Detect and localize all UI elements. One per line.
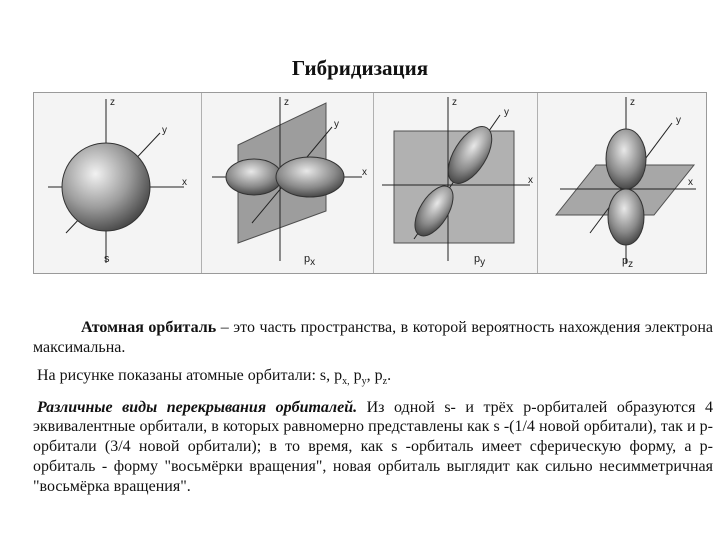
z-axis-label: z: [110, 97, 115, 108]
py-orbital-diagram: [374, 93, 538, 273]
y-axis-label: y: [162, 125, 167, 136]
page-title: Гибридизация: [291, 56, 429, 80]
px-orbital-diagram: [202, 93, 374, 273]
hybridization-text: Из одной s- и трёх p-орбиталей образуются 4 эквивалентные орбитали, в которых равномерно представлены как s -(1/4 новой орбитали), так и p-орбитали (3/4 новой орбитали); в то время, как s -орбиталь имеет сферическую форму, а p-орбиталь - форму "восьмёрки вращения", новая орбиталь выглядит как сильно несимметричная "восьмёрка вращения".: [33, 398, 713, 495]
xz-plane: [394, 131, 514, 243]
term-atomic-orbital: Атомная орбиталь: [81, 319, 217, 336]
px-orbital-label: $p_x$: [304, 253, 316, 269]
caption-sep-1: p: [349, 366, 362, 384]
s-orbital-label: s: [104, 253, 110, 265]
x-axis-label: x: [362, 167, 367, 178]
pz-lobe-bottom: [608, 189, 644, 245]
definition-paragraph: [33, 318, 713, 358]
caption-sep-2: , p: [366, 366, 383, 384]
px-lobe-left: [226, 159, 282, 195]
py-orbital-label: $p_y$: [474, 253, 486, 269]
x-axis-label: x: [528, 175, 533, 186]
caption-end: .: [387, 366, 392, 384]
z-axis-label: z: [452, 97, 457, 108]
panel-px-orbital: [202, 93, 374, 273]
body-text: [33, 318, 713, 497]
s-orbital-sphere: [62, 143, 150, 231]
panel-py-orbital: [374, 93, 538, 273]
x-axis-label: x: [182, 177, 187, 188]
panel-pz-orbital: [538, 93, 706, 273]
pz-lobe-top: [606, 129, 646, 189]
x-axis-label: x: [688, 177, 693, 188]
y-axis-label: y: [676, 115, 681, 126]
hybridization-paragraph: [33, 398, 713, 497]
y-axis-label: y: [334, 119, 339, 130]
term-overlap-types: Различные виды перекрывания орбиталей.: [37, 398, 358, 416]
panel-s-orbital: [34, 93, 202, 273]
definition-text: – это часть пространства, в которой вероятность нахождения электрона максимальна.: [33, 319, 714, 356]
px-lobe-right: [276, 157, 344, 197]
pz-orbital-label: $p_z$: [622, 255, 634, 271]
pz-orbital-diagram: [538, 93, 706, 273]
z-axis-label: z: [630, 97, 635, 108]
s-orbital-diagram: [34, 93, 202, 273]
caption-lead: На рисунке показаны атомные орбитали: s, p: [37, 366, 343, 384]
z-axis-label: z: [284, 97, 289, 108]
subscript-y: y: [361, 375, 367, 387]
subscript-z: z: [382, 375, 388, 387]
figure-caption-paragraph: [33, 366, 713, 392]
orbitals-figure: [33, 92, 707, 274]
y-axis-label: y: [504, 107, 509, 118]
subscript-x: x,: [342, 375, 350, 387]
